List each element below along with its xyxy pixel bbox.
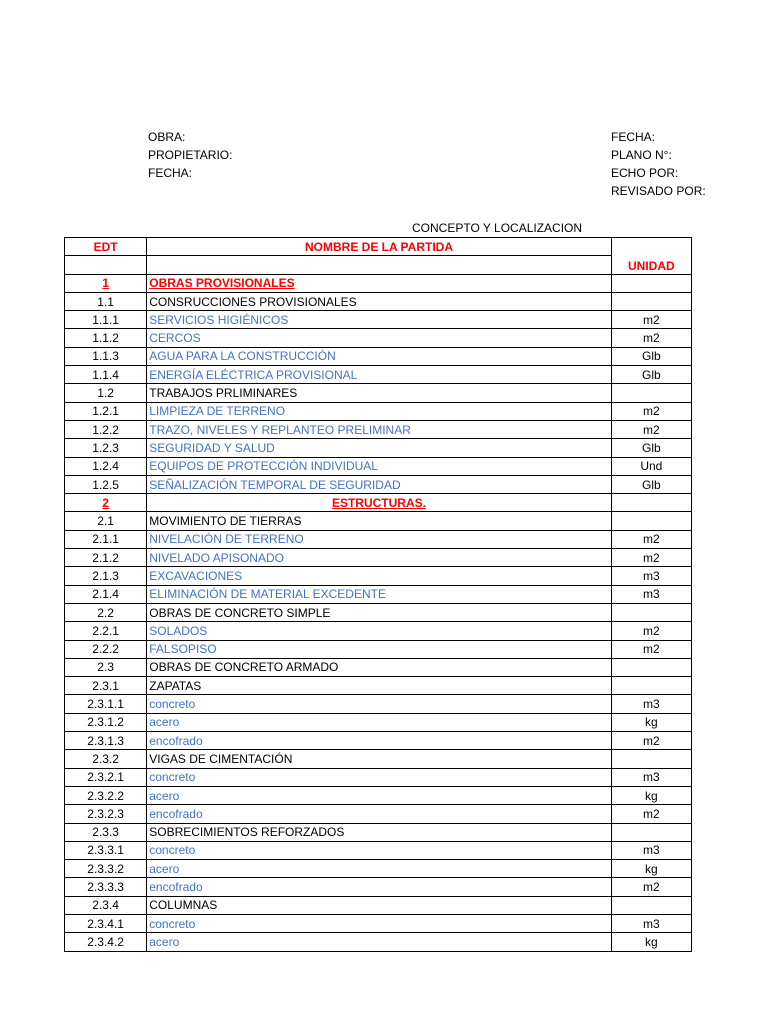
unit-cell[interactable]: m2: [611, 805, 691, 823]
partida-name-cell[interactable]: EXCAVACIONES: [147, 567, 611, 585]
table-row[interactable]: [65, 933, 692, 951]
budget-table: [64, 237, 692, 952]
unit-cell[interactable]: [611, 494, 691, 512]
concept-title: CONCEPTO Y LOCALIZACION: [412, 221, 583, 235]
edt-cell[interactable]: 2.3.2.3: [65, 805, 147, 823]
partida-name-cell[interactable]: TRAZO, NIVELES Y REPLANTEO PRELIMINAR: [147, 420, 611, 438]
header-right-labels: [611, 128, 706, 200]
unit-cell[interactable]: kg: [611, 933, 691, 951]
partida-name-cell[interactable]: acero: [147, 786, 611, 804]
revisado-por-label: REVISADO POR:: [611, 184, 706, 198]
partida-name-cell[interactable]: concreto: [147, 841, 611, 859]
partida-name-cell[interactable]: ESTRUCTURAS.: [147, 494, 611, 512]
partida-name-cell[interactable]: OBRAS DE CONCRETO ARMADO: [147, 658, 611, 676]
partida-name-cell[interactable]: encofrado: [147, 878, 611, 896]
edt-cell[interactable]: 1.2.4: [65, 457, 147, 475]
unit-cell[interactable]: kg: [611, 713, 691, 731]
table-row[interactable]: [65, 311, 692, 329]
unit-cell[interactable]: [611, 896, 691, 914]
partida-name-cell[interactable]: acero: [147, 860, 611, 878]
unit-cell[interactable]: [611, 384, 691, 402]
table-row[interactable]: [65, 640, 692, 658]
edt-cell[interactable]: 2.1: [65, 512, 147, 530]
table-row[interactable]: [65, 677, 692, 695]
partida-name-cell[interactable]: LIMPIEZA DE TERRENO: [147, 402, 611, 420]
table-row[interactable]: [65, 841, 692, 859]
edt-cell[interactable]: 2.3.4: [65, 896, 147, 914]
partida-name-cell[interactable]: ENERGÍA ELÉCTRICA PROVISIONAL: [147, 366, 611, 384]
unit-cell[interactable]: m2: [611, 878, 691, 896]
partida-name-cell[interactable]: NIVELACIÓN DE TERRENO: [147, 530, 611, 548]
edt-cell[interactable]: 2.3.1.1: [65, 695, 147, 713]
partida-name-cell[interactable]: concreto: [147, 695, 611, 713]
unit-cell[interactable]: [611, 750, 691, 768]
unit-cell[interactable]: m3: [611, 567, 691, 585]
table-row[interactable]: [65, 585, 692, 603]
table-row[interactable]: [65, 329, 692, 347]
partida-name-cell[interactable]: OBRAS DE CONCRETO SIMPLE: [147, 603, 611, 621]
edt-cell[interactable]: 2.1.2: [65, 549, 147, 567]
edt-cell[interactable]: 1.1.2: [65, 329, 147, 347]
edt-cell[interactable]: 1.1: [65, 292, 147, 310]
unit-cell[interactable]: Glb: [611, 439, 691, 457]
table-row[interactable]: [65, 622, 692, 640]
partida-name-cell[interactable]: VIGAS DE CIMENTACIÓN: [147, 750, 611, 768]
unit-cell[interactable]: m2: [611, 329, 691, 347]
col-unit-header: UNIDAD: [611, 238, 691, 275]
unit-cell[interactable]: [611, 512, 691, 530]
table-row[interactable]: [65, 713, 692, 731]
edt-cell[interactable]: 1.2.1: [65, 402, 147, 420]
unit-cell[interactable]: m3: [611, 695, 691, 713]
table-row[interactable]: [65, 732, 692, 750]
table-row[interactable]: [65, 347, 692, 365]
edt-cell[interactable]: 2.3.1.2: [65, 713, 147, 731]
table-row[interactable]: [65, 603, 692, 621]
table-row[interactable]: [65, 439, 692, 457]
edt-cell[interactable]: 2.3: [65, 658, 147, 676]
partida-name-cell[interactable]: CERCOS: [147, 329, 611, 347]
unit-cell[interactable]: kg: [611, 786, 691, 804]
edt-cell[interactable]: 1.2.5: [65, 475, 147, 493]
unit-cell[interactable]: m3: [611, 914, 691, 932]
partida-name-cell[interactable]: ELIMINACIÓN DE MATERIAL EXCEDENTE: [147, 585, 611, 603]
table-header-row: [65, 238, 692, 256]
edt-cell[interactable]: 2.3.2.1: [65, 768, 147, 786]
edt-cell[interactable]: 2.2: [65, 603, 147, 621]
unit-cell[interactable]: [611, 658, 691, 676]
unit-cell[interactable]: m2: [611, 420, 691, 438]
fecha-right-label: FECHA:: [611, 130, 656, 144]
table-row[interactable]: [65, 457, 692, 475]
unit-cell[interactable]: m2: [611, 732, 691, 750]
edt-cell[interactable]: 2.3.2: [65, 750, 147, 768]
unit-cell[interactable]: m3: [611, 768, 691, 786]
echo-por-label: ECHO POR:: [611, 166, 679, 180]
partida-name-cell[interactable]: SOLADOS: [147, 622, 611, 640]
table-row[interactable]: [65, 695, 692, 713]
partida-name-cell[interactable]: NIVELADO APISONADO: [147, 549, 611, 567]
edt-cell[interactable]: 2.3.3.2: [65, 860, 147, 878]
header-left-labels: [148, 128, 232, 182]
table-row[interactable]: [65, 823, 692, 841]
edt-cell[interactable]: 2.1.3: [65, 567, 147, 585]
edt-cell[interactable]: 1.1.4: [65, 366, 147, 384]
table-row[interactable]: [65, 860, 692, 878]
partida-name-cell[interactable]: SEGURIDAD Y SALUD: [147, 439, 611, 457]
table-row[interactable]: [65, 292, 692, 310]
unit-cell[interactable]: kg: [611, 860, 691, 878]
unit-cell[interactable]: m2: [611, 530, 691, 548]
table-row[interactable]: [65, 512, 692, 530]
edt-cell[interactable]: 2.1.1: [65, 530, 147, 548]
unit-cell[interactable]: m2: [611, 640, 691, 658]
edt-cell[interactable]: 1.2.3: [65, 439, 147, 457]
partida-name-cell[interactable]: encofrado: [147, 805, 611, 823]
partida-name-cell[interactable]: encofrado: [147, 732, 611, 750]
table-header-spacer-row: [65, 256, 692, 274]
partida-name-cell[interactable]: SERVICIOS HIGIÉNICOS: [147, 311, 611, 329]
unit-cell[interactable]: m3: [611, 841, 691, 859]
partida-name-cell[interactable]: acero: [147, 933, 611, 951]
unit-cell[interactable]: [611, 274, 691, 292]
unit-cell[interactable]: m2: [611, 402, 691, 420]
table-row[interactable]: [65, 420, 692, 438]
table-row[interactable]: [65, 914, 692, 932]
table-row[interactable]: [65, 658, 692, 676]
edt-cell[interactable]: 2.3.3.1: [65, 841, 147, 859]
partida-name-cell[interactable]: acero: [147, 713, 611, 731]
partida-name-cell[interactable]: concreto: [147, 914, 611, 932]
edt-cell[interactable]: 2.2.2: [65, 640, 147, 658]
unit-cell[interactable]: [611, 677, 691, 695]
partida-name-cell[interactable]: COLUMNAS: [147, 896, 611, 914]
edt-cell[interactable]: 2.3.1: [65, 677, 147, 695]
edt-cell[interactable]: 2.3.1.3: [65, 732, 147, 750]
table-row[interactable]: [65, 567, 692, 585]
edt-cell[interactable]: 2.3.3.3: [65, 878, 147, 896]
table-row[interactable]: [65, 402, 692, 420]
edt-cell[interactable]: 2.3.4.1: [65, 914, 147, 932]
table-row[interactable]: [65, 750, 692, 768]
table-row[interactable]: [65, 878, 692, 896]
header-spacer-cell: [147, 256, 611, 274]
edt-cell[interactable]: 1.2: [65, 384, 147, 402]
edt-cell[interactable]: 1.2.2: [65, 420, 147, 438]
unit-cell[interactable]: m2: [611, 549, 691, 567]
partida-name-cell[interactable]: TRABAJOS PRLIMINARES: [147, 384, 611, 402]
table-row[interactable]: [65, 805, 692, 823]
fecha-label: FECHA:: [148, 166, 193, 180]
partida-name-cell[interactable]: ZAPATAS: [147, 677, 611, 695]
unit-cell[interactable]: m2: [611, 622, 691, 640]
partida-name-cell[interactable]: FALSOPISO: [147, 640, 611, 658]
partida-name-cell[interactable]: concreto: [147, 768, 611, 786]
table-row[interactable]: [65, 384, 692, 402]
edt-cell[interactable]: 2: [65, 494, 147, 512]
table-row[interactable]: [65, 768, 692, 786]
unit-cell[interactable]: [611, 603, 691, 621]
col-name-header: NOMBRE DE LA PARTIDA: [147, 238, 611, 256]
edt-cell[interactable]: 2.2.1: [65, 622, 147, 640]
edt-cell[interactable]: 2.3.4.2: [65, 933, 147, 951]
table-row[interactable]: [65, 274, 692, 292]
partida-name-cell[interactable]: OBRAS PROVISIONALES: [147, 274, 611, 292]
partida-name-cell[interactable]: AGUA PARA LA CONSTRUCCIÓN: [147, 347, 611, 365]
col-edt-header: EDT: [65, 238, 147, 256]
table-row[interactable]: [65, 494, 692, 512]
edt-cell[interactable]: 2.3.3: [65, 823, 147, 841]
edt-cell[interactable]: 1: [65, 274, 147, 292]
unit-cell[interactable]: m2: [611, 311, 691, 329]
plano-label: PLANO N°:: [611, 148, 672, 162]
partida-name-cell[interactable]: SEÑALIZACIÓN TEMPORAL DE SEGURIDAD: [147, 475, 611, 493]
edt-cell[interactable]: 2.1.4: [65, 585, 147, 603]
propietario-label: PROPIETARIO:: [148, 148, 233, 162]
table-row[interactable]: [65, 896, 692, 914]
table-row[interactable]: [65, 530, 692, 548]
table-row[interactable]: [65, 786, 692, 804]
table-row[interactable]: [65, 475, 692, 493]
header-spacer-cell: [65, 256, 147, 274]
unit-cell[interactable]: Glb: [611, 347, 691, 365]
unit-cell[interactable]: m3: [611, 585, 691, 603]
unit-cell[interactable]: Und: [611, 457, 691, 475]
unit-cell[interactable]: Glb: [611, 475, 691, 493]
partida-name-cell[interactable]: EQUIPOS DE PROTECCIÓN INDIVIDUAL: [147, 457, 611, 475]
unit-cell[interactable]: [611, 292, 691, 310]
edt-cell[interactable]: 2.3.2.2: [65, 786, 147, 804]
table-row[interactable]: [65, 366, 692, 384]
partida-name-cell[interactable]: CONSRUCCIONES PROVISIONALES: [147, 292, 611, 310]
table-row[interactable]: [65, 549, 692, 567]
obra-label: OBRA:: [148, 130, 186, 144]
partida-name-cell[interactable]: MOVIMIENTO DE TIERRAS: [147, 512, 611, 530]
partida-name-cell[interactable]: SOBRECIMIENTOS REFORZADOS: [147, 823, 611, 841]
unit-cell[interactable]: Glb: [611, 366, 691, 384]
unit-cell[interactable]: [611, 823, 691, 841]
edt-cell[interactable]: 1.1.1: [65, 311, 147, 329]
edt-cell[interactable]: 1.1.3: [65, 347, 147, 365]
